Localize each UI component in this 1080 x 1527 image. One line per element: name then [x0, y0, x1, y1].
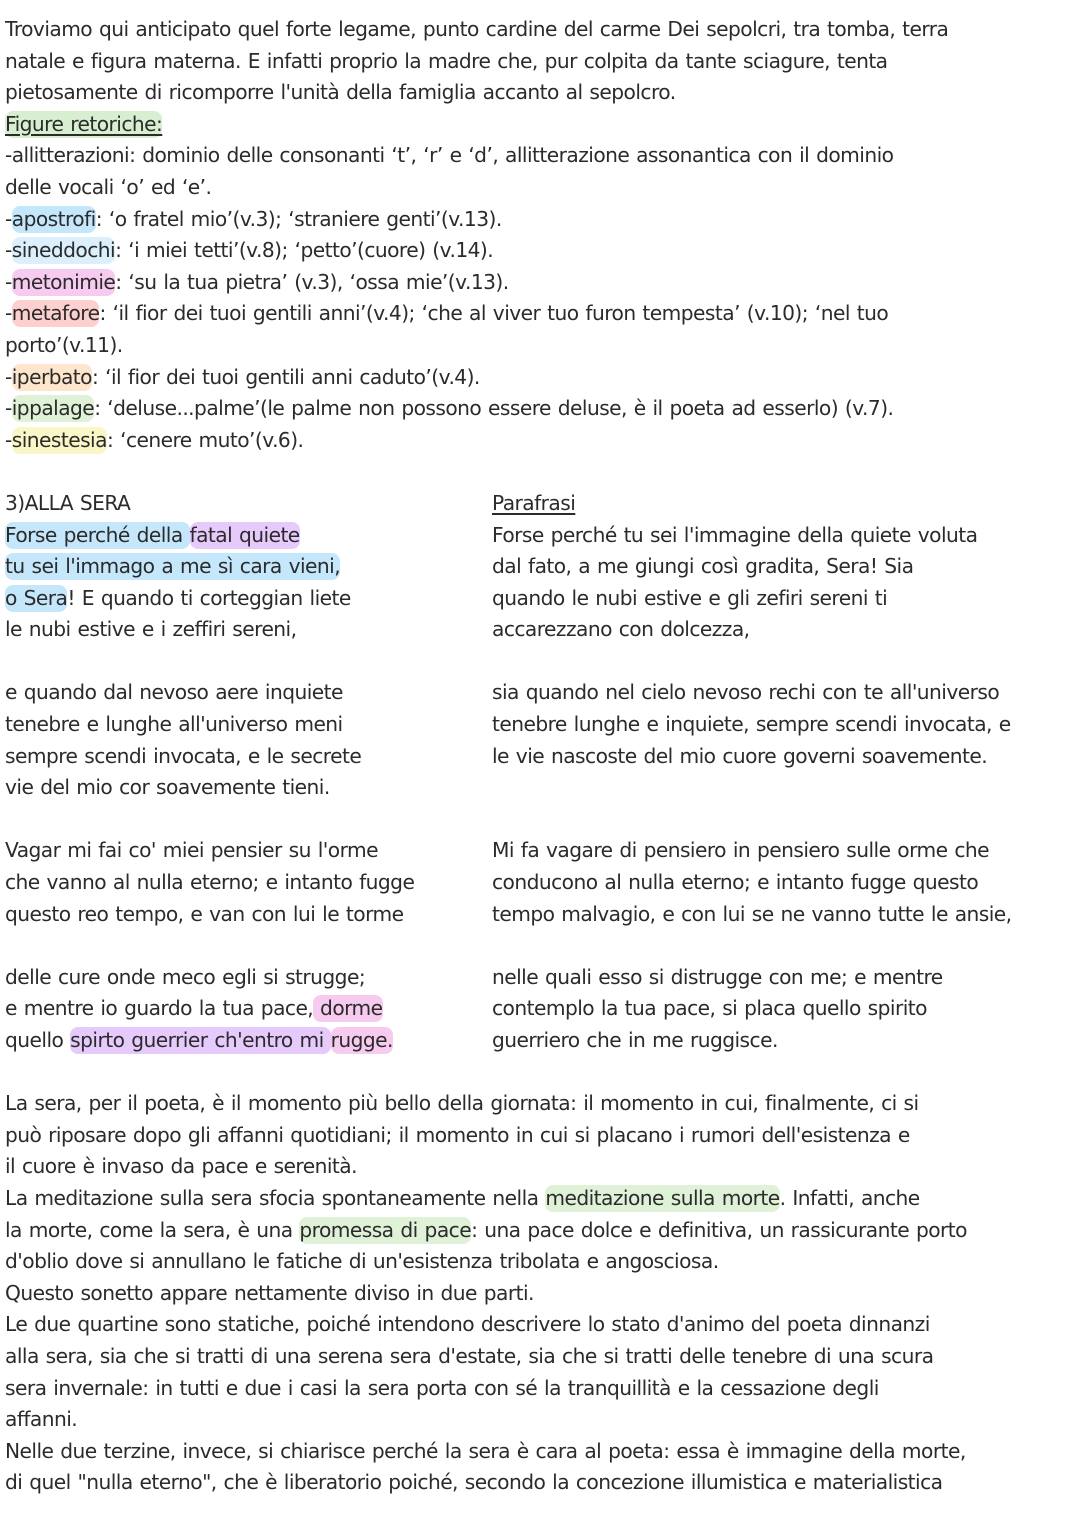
figure-item-metafore-cont: porto’(v.11).	[5, 332, 123, 357]
poem-verse: quello spirto guerrier ch'entro mi rugge.	[5, 1028, 393, 1052]
parafrasi-line: Forse perché tu sei l'immagine della quiete voluta	[492, 522, 978, 547]
intro-paragraph	[5, 14, 1073, 109]
commento-line: Le due quartine sono statiche, poiché intendono descrivere lo stato d'animo del poeta dinnanzi	[5, 1312, 930, 1337]
figure-item-iperbato: -iperbato: ‘il fior dei tuoi gentili anni caduto’(v.4).	[5, 364, 480, 389]
parafrasi-line: contemplo la tua pace, si placa quello spirito	[492, 996, 927, 1021]
figure-term: metafore	[11, 301, 100, 326]
poem-verse: e mentre io guardo la tua pace, dorme	[5, 996, 383, 1021]
commento-line: la morte, come la sera, è una promessa di pace: una pace dolce e definitiva, un rassicurante porto	[5, 1217, 967, 1242]
parafrasi-line: Mi fa vagare di pensiero in pensiero sulle orme che	[492, 838, 990, 863]
parafrasi-line: sia quando nel cielo nevoso rechi con te all'universo	[492, 680, 1000, 705]
parafrasi-line: dal fato, a me giungi così gradita, Sera! Sia	[492, 554, 914, 579]
parafrasi-paragraph-2	[492, 677, 1072, 772]
figure-term: apostrofi	[11, 206, 96, 231]
poem-stanza-4	[5, 962, 492, 1057]
highlight-promessa: promessa di pace	[299, 1217, 472, 1242]
parafrasi-line: quando le nubi estive e gli zefiri sereni ti	[492, 585, 888, 610]
parafrasi-paragraph-4	[492, 962, 1072, 1057]
figure-item-sineddochi: -sineddochi: ‘i miei tetti’(v.8); ‘petto’(cuore) (v.14).	[5, 238, 494, 263]
poem-verse: e quando dal nevoso aere inquiete	[5, 680, 343, 705]
parafrasi-column	[492, 488, 1072, 1057]
poem-verse: questo reo tempo, e van con lui le torme	[5, 901, 404, 926]
poem-and-parafrasi	[5, 488, 1073, 1057]
figure-term: sinestesia	[11, 427, 107, 452]
commento-line: La sera, per il poeta, è il momento più bello della giornata: il momento in cui, finalmente, ci si	[5, 1091, 919, 1116]
poem-verse: vie del mio cor soavemente tieni.	[5, 775, 330, 800]
highlight-meditazione: meditazione sulla morte	[545, 1185, 780, 1210]
figure-item-apostrofi: -apostrofi: ‘o fratel mio’(v.3); ‘straniere genti’(v.13).	[5, 206, 502, 231]
allitterazioni-line: -allitterazioni: dominio delle consonanti ‘t’, ‘r’ e ‘d’, allitterazione assonantica con il dominio	[5, 143, 894, 168]
commento-line: Nelle due terzine, invece, si chiarisce perché la sera è cara al poeta: essa è immagine della morte,	[5, 1438, 966, 1463]
parafrasi-line: accarezzano con dolcezza,	[492, 617, 750, 642]
intro-line: Troviamo qui anticipato quel forte legame, punto cardine del carme Dei sepolcri, tra tomba, terra	[5, 17, 949, 41]
poem-stanza-3	[5, 835, 492, 930]
poem-verse: delle cure onde meco egli si strugge;	[5, 964, 366, 989]
poem-verse: o Sera! E quando ti corteggian liete	[5, 585, 351, 610]
parafrasi-title: Parafrasi	[492, 490, 576, 515]
parafrasi-line: guerriero che in me ruggisce.	[492, 1028, 778, 1052]
commento-line: il cuore è invaso da pace e serenità.	[5, 1154, 357, 1179]
poem-verse: Vagar mi fai co' miei pensier su l'orme	[5, 838, 378, 863]
parafrasi-line: le vie nascoste del mio cuore governi soavemente.	[492, 743, 988, 768]
intro-line: natale e figura materna. E infatti proprio la madre che, pur colpita da tante sciagure, tenta	[5, 48, 888, 73]
poem-verse: tu sei l'immago a me sì cara vieni,	[5, 554, 341, 579]
figure-term: ippalage	[11, 396, 95, 421]
intro-line: pietosamente di ricomporre l'unità della famiglia accanto al sepolcro.	[5, 80, 676, 105]
parafrasi-line: conducono al nulla eterno; e intanto fugge questo	[492, 870, 979, 895]
commento-line: La meditazione sulla sera sfocia spontaneamente nella meditazione sulla morte. Infatti, anche	[5, 1185, 920, 1210]
poem-verse: tenebre e lunghe all'universo meni	[5, 712, 343, 737]
commento-line: può riposare dopo gli affanni quotidiani; il momento in cui si placano i rumori dell'esistenza e	[5, 1122, 910, 1147]
commento-line: alla sera, sia che si tratti di una serena sera d'estate, sia che si tratti delle tenebre di una scura	[5, 1343, 934, 1368]
allitterazioni-line: delle vocali ‘o’ ed ‘e’.	[5, 174, 212, 199]
figure-term: iperbato	[11, 364, 92, 389]
figure-item-metonimie: -metonimie: ‘su la tua pietra’ (v.3), ‘ossa mie’(v.13).	[5, 269, 509, 294]
commento-section	[5, 1088, 1073, 1499]
figure-item-ippalage: -ippalage: ‘deluse...palme’(le palme non possono essere deluse, è il poeta ad esserlo) (v.7).	[5, 396, 894, 421]
figure-item-metafore: -metafore: ‘il fior dei tuoi gentili anni’(v.4); ‘che al viver tuo furon tempesta’ (v.10); ‘nel tuo	[5, 301, 889, 326]
parafrasi-line: tempo malvagio, e con lui se ne vanno tutte le ansie,	[492, 901, 1012, 926]
poem-stanza-2	[5, 677, 492, 803]
parafrasi-paragraph-3	[492, 835, 1072, 930]
poem-verse: le nubi estive e i zeffiri sereni,	[5, 617, 297, 642]
commento-line: affanni.	[5, 1407, 78, 1432]
poem-verse: sempre scendi invocata, e le secrete	[5, 743, 362, 768]
figure-item-sinestesia: -sinestesia: ‘cenere muto’(v.6).	[5, 427, 304, 452]
poem-title: 3)ALLA SERA	[5, 490, 131, 515]
figure-term: metonimie	[11, 269, 116, 294]
parafrasi-paragraph-1	[492, 520, 1072, 646]
poem-stanza-1	[5, 520, 492, 646]
notes-page	[5, 14, 1073, 1499]
figure-heading	[5, 109, 1073, 141]
commento-line: Questo sonetto appare nettamente diviso in due parti.	[5, 1280, 534, 1305]
figure-heading-text: Figure retoriche:	[5, 111, 163, 136]
poem-verse: che vanno al nulla eterno; e intanto fugge	[5, 870, 415, 895]
commento-line: di quel "nulla eterno", che è liberatorio poiché, secondo la concezione illumistica e materialistica	[5, 1470, 943, 1495]
figure-retoriche-section	[5, 109, 1073, 457]
commento-line: d'oblio dove si annullano le fatiche di un'esistenza tribolata e angosciosa.	[5, 1249, 719, 1274]
poem-verse: Forse perché della fatal quiete	[5, 522, 300, 547]
parafrasi-line: tenebre lunghe e inquiete, sempre scendi invocata, e	[492, 712, 1011, 737]
figure-term: sineddochi	[11, 238, 116, 263]
parafrasi-line: nelle quali esso si distrugge con me; e mentre	[492, 964, 943, 989]
poem-column	[5, 488, 492, 1057]
commento-line: sera invernale: in tutti e due i casi la sera porta con sé la tranquillità e la cessazione degli	[5, 1375, 879, 1400]
